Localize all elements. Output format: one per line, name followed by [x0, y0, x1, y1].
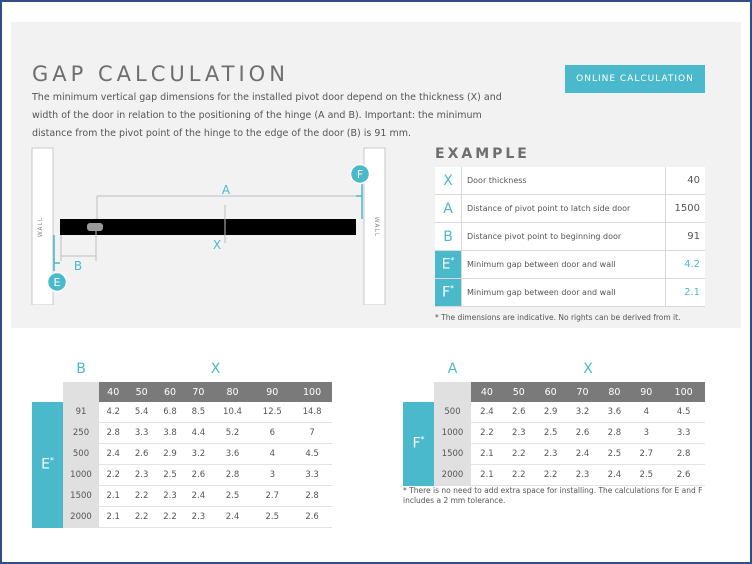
- example-table: [435, 167, 705, 307]
- example-description: Distance pivot point to beginning door: [462, 223, 666, 251]
- gap-table-e: [32, 356, 332, 528]
- example-row: [435, 167, 705, 195]
- example-value: 4.2: [666, 251, 706, 279]
- row-label: 500: [63, 444, 99, 465]
- column-axis-label: X: [99, 356, 332, 382]
- gap-value: 2.2: [127, 486, 155, 507]
- gap-value: 2.4: [99, 444, 127, 465]
- gap-value: 2.2: [503, 444, 535, 465]
- row-label: 2000: [434, 465, 471, 486]
- gap-value: 2.8: [213, 465, 253, 486]
- gap-value: 8.5: [184, 402, 212, 423]
- example-symbol: F*: [435, 279, 462, 307]
- gap-value: 2.2: [127, 507, 155, 528]
- gap-value: 2.2: [535, 465, 567, 486]
- gap-value: 4: [630, 402, 662, 423]
- gap-value: 4.2: [99, 402, 127, 423]
- gap-value: 2.2: [99, 465, 127, 486]
- gap-value: 2.5: [213, 486, 253, 507]
- example-value: 1500: [666, 195, 706, 223]
- example-symbol: X: [435, 167, 462, 195]
- column-header: 50: [127, 382, 155, 402]
- gap-value: 3.6: [599, 402, 631, 423]
- example-description: Door thickness: [462, 167, 666, 195]
- gap-value: 2.8: [662, 444, 705, 465]
- column-header: 50: [503, 382, 535, 402]
- gap-f-marker-label: F: [356, 168, 364, 181]
- column-header: 40: [99, 382, 127, 402]
- online-calculation-button[interactable]: ONLINE CALCULATION: [565, 65, 705, 93]
- table-row: [403, 423, 705, 444]
- column-header: 70: [567, 382, 599, 402]
- gap-value: 3.3: [662, 423, 705, 444]
- gap-value: 2.1: [471, 444, 503, 465]
- column-axis-label: X: [471, 356, 705, 382]
- gap-value: 2.9: [156, 444, 184, 465]
- table-row: [32, 486, 332, 507]
- gap-value: 2.2: [156, 507, 184, 528]
- result-side-label: F*: [403, 402, 434, 486]
- column-header: 100: [292, 382, 332, 402]
- right-wall-label: WALL: [373, 216, 380, 238]
- gap-value: 3.2: [184, 444, 212, 465]
- example-value: 91: [666, 223, 706, 251]
- table-corner: [403, 356, 434, 382]
- gap-table-f: [403, 356, 705, 486]
- column-header: 90: [630, 382, 662, 402]
- gap-value: 4: [252, 444, 292, 465]
- gap-value: 2.6: [292, 507, 332, 528]
- gap-value: 2.1: [99, 507, 127, 528]
- gap-value: 3.6: [213, 444, 253, 465]
- gap-value: 2.5: [156, 465, 184, 486]
- gap-value: 4.5: [662, 402, 705, 423]
- gap-value: 3: [630, 423, 662, 444]
- example-row: [435, 279, 705, 307]
- gap-value: 6: [252, 423, 292, 444]
- table-row: [32, 444, 332, 465]
- gap-value: 2.8: [99, 423, 127, 444]
- example-note: * The dimensions are indicative. No rights can be derived from it.: [435, 313, 681, 322]
- gap-value: 2.6: [567, 423, 599, 444]
- gap-value: 2.7: [630, 444, 662, 465]
- gap-value: 2.4: [471, 402, 503, 423]
- column-header: 80: [599, 382, 631, 402]
- gap-value: 2.3: [567, 465, 599, 486]
- example-title: EXAMPLE: [435, 146, 530, 162]
- gap-value: 3.8: [156, 423, 184, 444]
- table-corner: [403, 382, 434, 402]
- row-label: 2000: [63, 507, 99, 528]
- dimension-x-label: X: [212, 238, 222, 252]
- column-header: 80: [213, 382, 253, 402]
- gap-value: 2.5: [252, 507, 292, 528]
- column-header: 60: [535, 382, 567, 402]
- page-title: GAP CALCULATION: [32, 62, 289, 86]
- gap-value: 2.6: [503, 402, 535, 423]
- column-header: 40: [471, 382, 503, 402]
- gap-value: 2.3: [156, 486, 184, 507]
- table-row: [32, 402, 332, 423]
- header-blank: [434, 382, 471, 402]
- gap-value: 6.8: [156, 402, 184, 423]
- gap-value: 3.3: [292, 465, 332, 486]
- gap-value: 3.3: [127, 423, 155, 444]
- gap-value: 7: [292, 423, 332, 444]
- table-corner: [32, 382, 63, 402]
- row-label: 1000: [63, 465, 99, 486]
- gap-value: 2.4: [213, 507, 253, 528]
- column-header: 90: [252, 382, 292, 402]
- example-symbol: E*: [435, 251, 462, 279]
- gap-value: 2.7: [252, 486, 292, 507]
- row-label: 1500: [63, 486, 99, 507]
- dimension-a-label: A: [221, 183, 231, 197]
- example-description: Minimum gap between door and wall: [462, 279, 666, 307]
- tolerance-note: * There is no need to add extra space for installing. The calculations for E and F includes a 2 mm tolerance.: [403, 486, 703, 505]
- gap-value: 14.8: [292, 402, 332, 423]
- row-label: 500: [434, 402, 471, 423]
- gap-value: 2.1: [99, 486, 127, 507]
- gap-value: 2.5: [630, 465, 662, 486]
- result-side-label: E*: [32, 402, 63, 528]
- column-header: 100: [662, 382, 705, 402]
- gap-value: 2.6: [662, 465, 705, 486]
- row-label: 91: [63, 402, 99, 423]
- gap-e-marker-label: E: [53, 276, 61, 289]
- gap-value: 4.5: [292, 444, 332, 465]
- gap-value: 2.2: [503, 465, 535, 486]
- left-wall-label: WALL: [37, 216, 44, 238]
- table-row: [32, 423, 332, 444]
- gap-value: 2.3: [535, 444, 567, 465]
- table-row: [32, 507, 332, 528]
- table-corner: [32, 356, 63, 382]
- gap-value: 3: [252, 465, 292, 486]
- gap-value: 2.8: [599, 423, 631, 444]
- gap-diagram: [30, 145, 390, 305]
- column-header: 60: [156, 382, 184, 402]
- gap-value: 10.4: [213, 402, 253, 423]
- example-description: Minimum gap between door and wall: [462, 251, 666, 279]
- row-axis-label: B: [63, 356, 99, 382]
- example-row: [435, 195, 705, 223]
- header-blank: [63, 382, 99, 402]
- example-row: [435, 223, 705, 251]
- gap-value: 3.2: [567, 402, 599, 423]
- row-label: 250: [63, 423, 99, 444]
- table-row: [403, 402, 705, 423]
- gap-value: 2.2: [471, 423, 503, 444]
- gap-value: 2.3: [503, 423, 535, 444]
- gap-value: 2.3: [184, 507, 212, 528]
- gap-value: 2.4: [567, 444, 599, 465]
- gap-value: 2.6: [184, 465, 212, 486]
- gap-value: 2.1: [471, 465, 503, 486]
- example-value: 2.1: [666, 279, 706, 307]
- table-row: [403, 444, 705, 465]
- example-symbol: B: [435, 223, 462, 251]
- pivot-hinge-icon: [87, 223, 103, 231]
- table-row: [403, 465, 705, 486]
- gap-value: 2.4: [184, 486, 212, 507]
- row-axis-label: A: [434, 356, 471, 382]
- gap-value: 2.5: [535, 423, 567, 444]
- gap-value: 2.3: [127, 465, 155, 486]
- gap-value: 4.4: [184, 423, 212, 444]
- gap-value: 2.8: [292, 486, 332, 507]
- gap-value: 12.5: [252, 402, 292, 423]
- table-row: [32, 465, 332, 486]
- gap-value: 2.4: [599, 465, 631, 486]
- example-row: [435, 251, 705, 279]
- row-label: 1000: [434, 423, 471, 444]
- intro-text: The minimum vertical gap dimensions for the installed pivot door depend on the thickness (X) and width of the door in relation to the positioning of the hinge (A and B). Important: the minimum distance from the pivot point of the hinge to the edge of the door (B) is 91 mm.: [32, 92, 502, 139]
- example-description: Distance of pivot point to latch side door: [462, 195, 666, 223]
- example-value: 40: [666, 167, 706, 195]
- example-symbol: A: [435, 195, 462, 223]
- gap-value: 2.9: [535, 402, 567, 423]
- gap-value: 2.5: [599, 444, 631, 465]
- column-header: 70: [184, 382, 212, 402]
- dimension-b-label: B: [73, 259, 83, 273]
- row-label: 1500: [434, 444, 471, 465]
- gap-value: 5.2: [213, 423, 253, 444]
- gap-value: 5.4: [127, 402, 155, 423]
- door-panel: [60, 219, 356, 235]
- gap-value: 2.6: [127, 444, 155, 465]
